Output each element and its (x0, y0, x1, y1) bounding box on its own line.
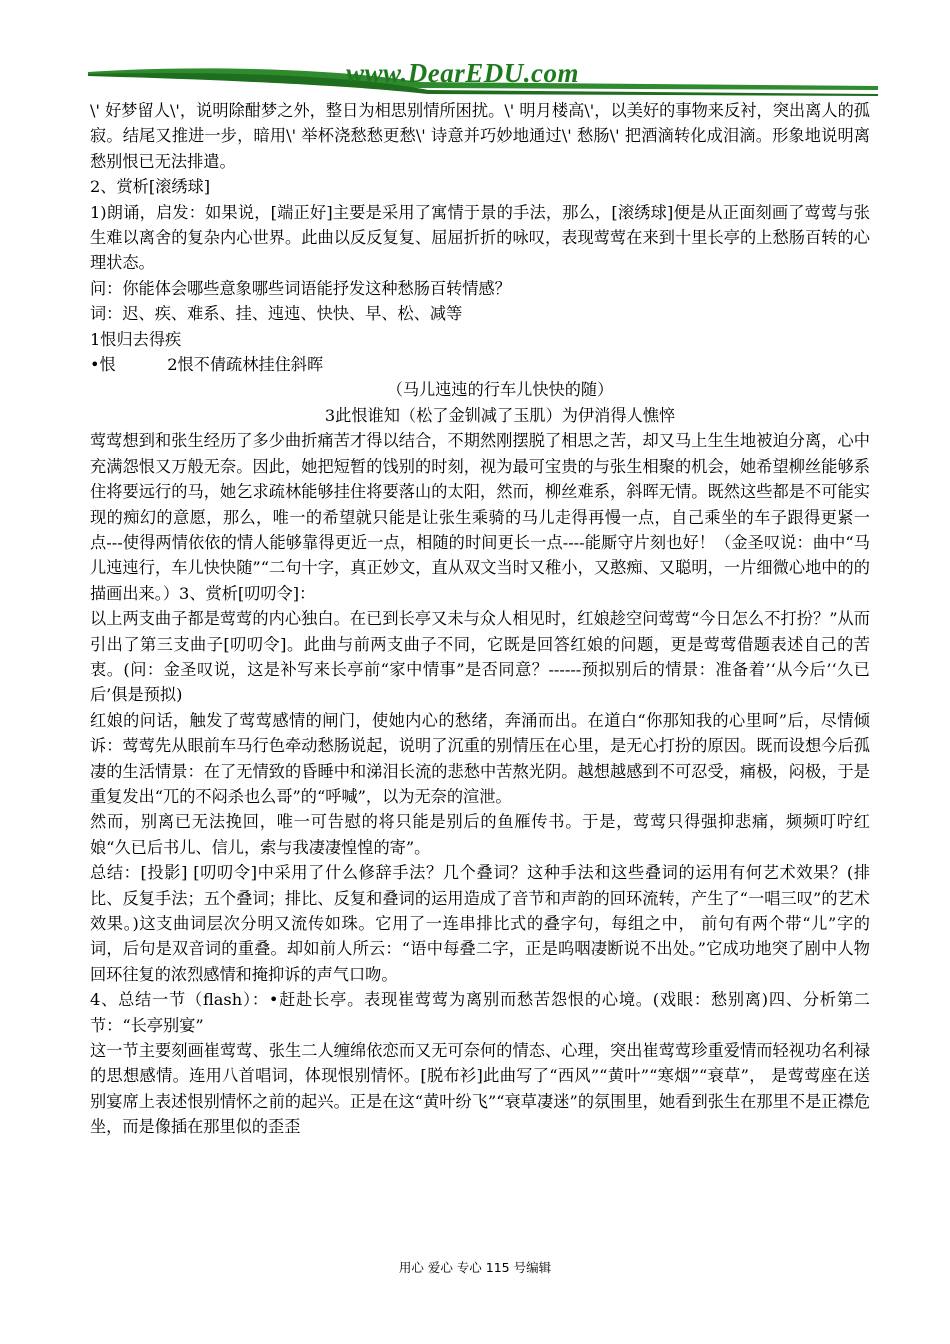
page-footer: 用心 爱心 专心 115 号编辑 (398, 1260, 552, 1275)
paragraph: 红娘的问话，触发了莺莺感情的闸门，使她内心的愁绪，奔涌而出。在道白“你那知我的心里呵”后，尽情倾诉：莺莺先从眼前车马行色牵动愁肠说起，说明了沉重的别情压在心里，是无心打扮的原因。既而设想今后孤凄的生活情景：在了无情致的昏睡中和涕泪长流的悲愁中苦熬光阴。越想越感到不可忍受，痛极，闷极，于是重复发出“兀的不闷杀也么哥”的“呼喊”，以为无奈的渲泄。 (90, 710, 870, 806)
site-logo[interactable]: www.DearEDU.com (346, 58, 580, 88)
paragraph: 4、总结一节（flash）：•赶赴长亭。表现崔莺莺为离别而愁苦怨恨的心境。(戏眼：愁别离)四、分析第二节：“长亭别宴” (90, 990, 870, 1035)
outline-item: •恨 2恨不倩疏林挂住斜晖 (90, 355, 324, 375)
paragraph: 莺莺想到和张生经历了多少曲折痛苦才得以结合，不期然刚摆脱了相思之苦，却又马上生生地被迫分离，心中充满怨恨又万般无奈。因此，她把短暂的饯别的时刻，视为最可宝贵的与张生相聚的机会，她希望柳丝能够系住将要远行的马，她乞求疏林能够挂住将要落山的太阳，然而，柳丝难系，斜晖无情。既然这些都是不可能实现的痴幻的意愿，那么，唯一的希望就只能是让张生乘骑的马儿走得再慢一点，自己乘坐的车子跟得更紧一点---使得两情依依的情人能够靠得更近一点，相随的时间更长一点----能厮守片刻也好！（金圣叹说：曲中“马儿迍迍行，车儿快快随”“二句十字，真正妙文，直从双文当时又稚小，又憨痴、又聪明，一片细微心地中的的描画出来。）3、赏析[叨叨令]： (90, 431, 870, 603)
word-list-line: 词：迟、疾、难系、挂、迍迍、快快、早、松、减等 (90, 304, 463, 324)
paragraph: \' 好梦留人\'，说明除酣梦之外，整日为相思别情所困扰。\' 明月楼高\'，以美好的事物来反衬，突出离人的孤寂。结尾又推进一步，暗用\' 举杯浇愁愁更愁\' 诗意并巧妙地通过\' 愁肠\' 把酒滴转化成泪滴。形象地说明离愁别恨已无法排遣。 (90, 101, 870, 171)
document-body (90, 98, 870, 1140)
outline-item: 1恨归去得疾 (90, 329, 182, 349)
site-header (88, 56, 878, 100)
paragraph: 总结：[投影] [叨叨令]中采用了什么修辞手法？几个叠词？这种手法和这些叠词的运用有何艺术效果？(排比、反复手法；五个叠词；排比、反复和叠词的运用造成了音节和声韵的回环流转，产生了“一唱三叹”的艺术效果。)这支曲词层次分明又流传如珠。它用了一连串排比式的叠字句，每组之中， 前句有两个带“儿”字的词，后句是双音词的重叠。却如前人所云：“语中每叠二字，正是呜咽凄断说不出处。”它成功地突了剧中人物回环往复的浓烈感情和掩抑诉的声气口吻。 (90, 863, 870, 984)
outline-item: 3此恨谁知（松了金钏减了玉肌）为伊消得人憔悴 (324, 405, 676, 425)
paragraph: 以上两支曲子都是莺莺的内心独白。在已到长亭又未与众人相见时，红娘趁空问莺莺“今日怎么不打扮？”从而引出了第三支曲子[叨叨令]。此曲与前两支曲子不同，它既是回答红娘的问题，更是莺莺借题表述自己的苦衷。(问：金圣叹说，这是补写来长亭前“家中情事”是否同意？------预拟别后的情景：准备着’‘从今后’‘久已后’俱是预拟) (90, 609, 870, 705)
paragraph: 然而，别离已无法挽回，唯一可告慰的将只能是别后的鱼雁传书。于是，莺莺只得强抑悲痛，频频叮咛红娘“久已后书儿、信儿，索与我凄凄惶惶的寄”。 (90, 812, 870, 857)
section-heading: 2、赏析[滚绣球] (90, 177, 211, 197)
question-line: 问：你能体会哪些意象哪些词语能抒发这种愁肠百转情感？ (90, 278, 511, 298)
outline-subitem: （马儿迍迍的行车儿快快的随） (386, 380, 614, 400)
paragraph: 1)朗诵，启发：如果说，[端正好]主要是采用了寓情于景的手法，那么，[滚绣球]便是从正面刻画了莺莺与张生难以离舍的复杂内心世界。此曲以反反复复、屈屈折折的咏叹，表现莺莺在来到十里长亭的上愁肠百转的心理状态。 (90, 202, 870, 273)
paragraph: 这一节主要刻画崔莺莺、张生二人缠绵依恋而又无可奈何的情态、心理，突出崔莺莺珍重爱情而轻视功名利禄的思想感情。连用八首唱词，体现恨别情怀。[脱布衫]此曲写了“西风”“黄叶”“寒烟”“衰草”， 是莺莺座在送别宴席上表述恨别情怀之前的起兴。正是在这“黄叶纷飞”“衰草凄迷”的氛围里，她看到张生在那里不是正襟危坐，而是像插在那里似的歪歪 (90, 1041, 870, 1137)
